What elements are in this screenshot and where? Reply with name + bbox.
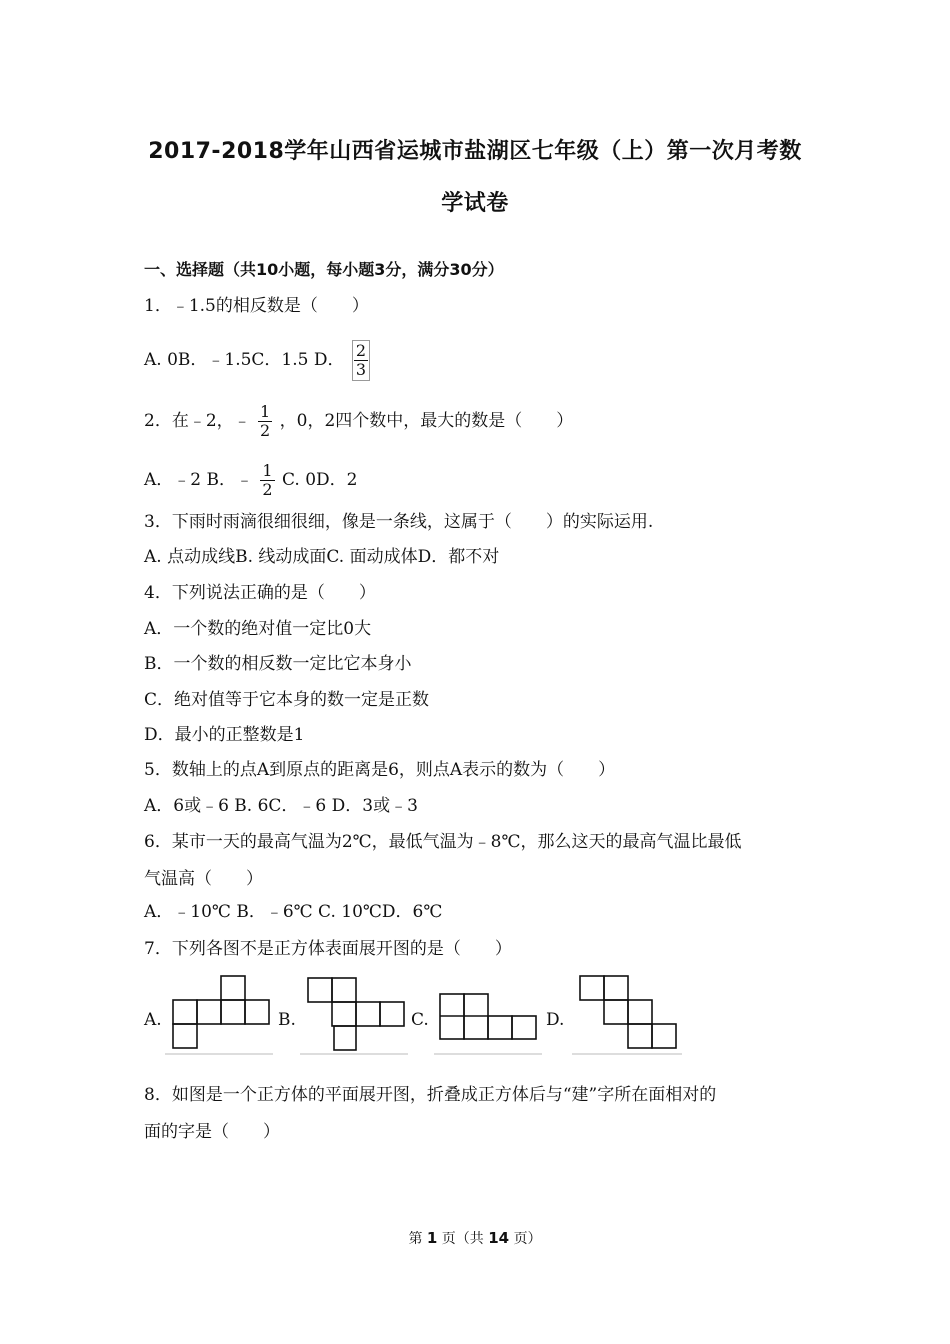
cube-net-figure-c (434, 973, 544, 1057)
question-6-stem-line1: 6．某市一天的最高气温为2℃，最低气温为﹣8℃，那么这天的最高气温比最低 (144, 832, 742, 852)
question-8-stem-line2: 面的字是（ ） (144, 1122, 280, 1142)
question-7-label-d: D. (546, 1010, 565, 1030)
question-5-options: A．6或﹣6 B. 6C．﹣6 D．3或﹣3 (144, 796, 418, 816)
fraction-one-half (260, 462, 274, 499)
question-4-option-c: C．绝对值等于它本身的数一定是正数 (144, 690, 430, 710)
question-2-options (144, 462, 357, 499)
section-heading: 一、选择题（共10小题，每小题3分，满分30分） (144, 260, 504, 279)
footer-suffix: 页） (513, 1231, 542, 1247)
question-1-options (144, 340, 372, 381)
question-1-stem: 1．﹣1.5的相反数是（ ） (144, 296, 369, 316)
question-7-stem: 7．下列各图不是正方体表面展开图的是（ ） (144, 939, 512, 959)
fraction-denominator: 2 (262, 480, 273, 499)
footer-middle: 页（共 (441, 1231, 484, 1247)
question-4-option-b: B．一个数的相反数一定比它本身小 (144, 654, 412, 674)
question-2-options-a: A．﹣2 B．﹣ (144, 470, 253, 490)
question-3-stem: 3．下雨时雨滴很细很细，像是一条线，这属于（ ）的实际运用. (144, 512, 654, 532)
question-7-label-c: C. (411, 1010, 429, 1030)
question-2-options-b: C. 0D．2 (282, 470, 358, 490)
page-footer (0, 1228, 950, 1248)
question-4-option-d: D．最小的正整数是1 (144, 725, 305, 745)
question-8-stem-line1: 8．如图是一个正方体的平面展开图，折叠成正方体后与“建”字所在面相对的 (144, 1085, 717, 1105)
fraction-denominator: 3 (355, 360, 367, 379)
question-1-options-text: A. 0B．﹣1.5C．1.5 D． (144, 350, 345, 370)
fraction-numerator: 1 (260, 402, 271, 421)
question-4-option-a: A．一个数的绝对值一定比0大 (144, 619, 372, 639)
fraction-numerator: 2 (355, 341, 367, 360)
question-6-stem-line2: 气温高（ ） (144, 869, 263, 889)
question-4-stem: 4．下列说法正确的是（ ） (144, 583, 376, 603)
footer-page-number: 1 (426, 1229, 438, 1247)
question-3-options: A. 点动成线B. 线动成面C. 面动成体D．都不对 (144, 547, 500, 567)
question-7-label-a: A. (144, 1010, 162, 1030)
exam-title-line1: 2017-2018学年山西省运城市盐湖区七年级（上）第一次月考数 (148, 139, 802, 164)
fraction-one-half (258, 403, 272, 440)
question-5-stem: 5．数轴上的点A到原点的距离是6，则点A表示的数为（ ） (144, 760, 616, 780)
fraction-two-thirds (352, 340, 370, 381)
cube-net-figure-b (300, 973, 410, 1057)
cube-net-figure-d (572, 973, 684, 1057)
question-6-options: A．﹣10℃ B．﹣6℃ C. 10℃D．6℃ (144, 902, 443, 922)
cube-net-figure-a (165, 973, 275, 1057)
fraction-numerator: 1 (262, 461, 273, 480)
question-7-label-b: B. (278, 1010, 296, 1030)
footer-total-pages: 14 (488, 1229, 510, 1247)
question-2-stem (144, 403, 573, 440)
exam-title-line2: 学试卷 (441, 191, 509, 216)
footer-prefix: 第 (408, 1231, 423, 1247)
question-2-stem-a: 2．在﹣2，﹣ (144, 411, 251, 431)
fraction-denominator: 2 (260, 421, 271, 440)
question-2-stem-b: ，0，2四个数中，最大的数是（ ） (279, 411, 574, 431)
